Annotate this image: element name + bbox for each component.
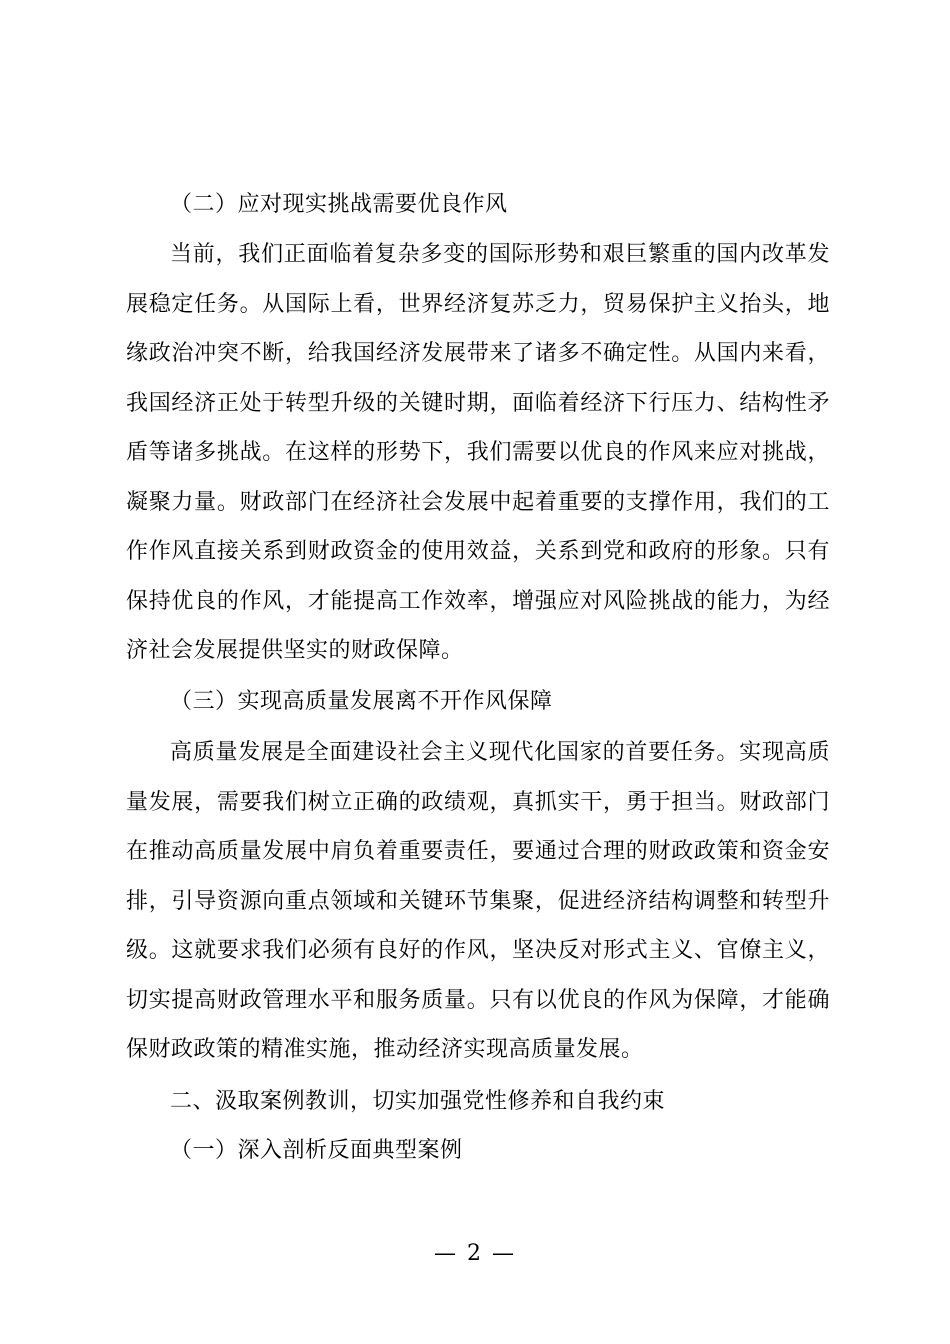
part-two-heading: 二、汲取案例教训，切实加强党性修养和自我约束	[170, 1089, 666, 1114]
section-three-body-block	[126, 728, 830, 1075]
section-two-paragraph: 当前，我们正面临着复杂多变的国际形势和艰巨繁重的国内改革发展稳定任务。从国际上看，世界经济复苏乏力，贸易保护主义抬头，地缘政治冲突不断，给我国经济发展带来了诸多不确定性。从国内来看，我国经济正处于转型升级的关键时期，面临着经济下行压力、结构性矛盾等诸多挑战。在这样的形势下，我们需要以优良的作风来应对挑战，凝聚力量。财政部门在经济社会发展中起着重要的支撑作用，我们的工作作风直接关系到财政资金的使用效益，关系到党和政府的形象。只有保持优良的作风，才能提高工作效率，增强应对风险挑战的能力，为经济社会发展提供坚实的财政保障。	[126, 242, 830, 663]
page-number: — 2 —	[434, 1241, 516, 1266]
section-two-body-block	[126, 230, 830, 676]
part-two-sub-heading: （一）深入剖析反面典型案例	[170, 1138, 463, 1163]
section-three-paragraph: 高质量发展是全面建设社会主义现代化国家的首要任务。实现高质量发展，需要我们树立正确的政绩观，真抓实干，勇于担当。财政部门在推动高质量发展中肩负着重要责任，要通过合理的财政政策和资金安排，引导资源向重点领域和关键环节集聚，促进经济结构调整和转型升级。这就要求我们必须有良好的作风，坚决反对形式主义、官僚主义，切实提高财政管理水平和服务质量。只有以优良的作风为保障，才能确保财政政策的精准实施，推动经济实现高质量发展。	[126, 740, 830, 1062]
section-heading-two: （二）应对现实挑战需要优良作风	[170, 192, 508, 217]
section-heading-three: （三）实现高质量发展离不开作风保障	[170, 689, 553, 714]
